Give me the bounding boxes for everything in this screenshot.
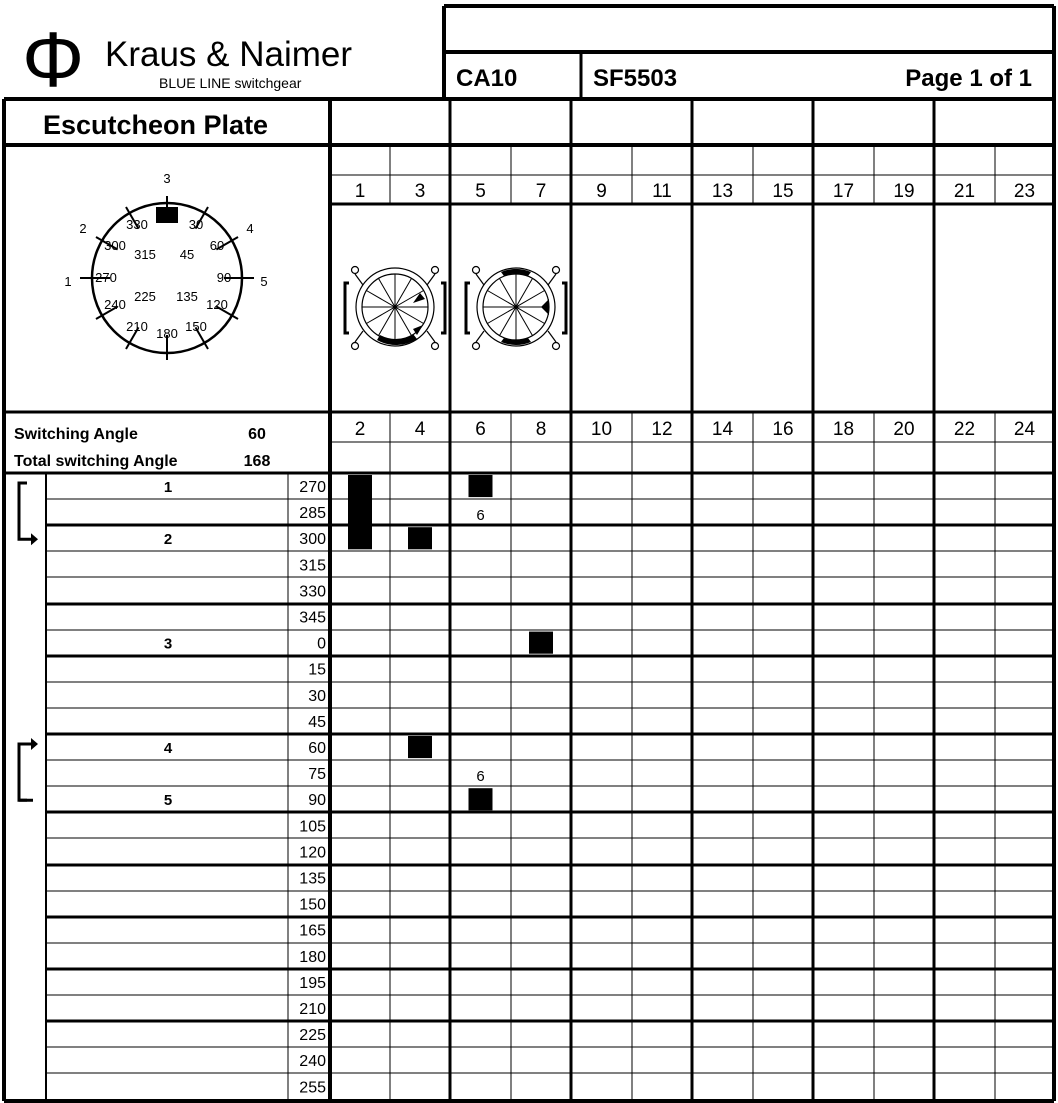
dial-angle-label: 315	[134, 247, 156, 262]
terminal-bottom-number: 2	[354, 419, 366, 440]
schematic-lead	[476, 274, 484, 285]
switch-code: SF5503	[593, 65, 678, 92]
terminal-top-number: 7	[535, 181, 547, 202]
row-angle-label: 315	[299, 557, 326, 575]
model-code: CA10	[456, 65, 518, 92]
row-angle-label: 150	[299, 896, 326, 914]
page-number: Page 1 of 1	[905, 65, 1032, 92]
schematic-terminal	[432, 267, 439, 274]
row-angle-label: 165	[299, 922, 326, 940]
dial-angle-label: 270	[95, 270, 117, 285]
stop-brackets	[19, 483, 38, 800]
terminal-top-number: 21	[953, 181, 976, 202]
switching-angle-label: Switching Angle	[14, 426, 138, 443]
stop-arrow-icon	[31, 533, 38, 545]
schematic-right-bracket	[562, 283, 566, 333]
row-angle-label: 285	[299, 505, 326, 523]
escutcheon-dial	[64, 171, 267, 360]
dial-position-number: 3	[163, 171, 171, 186]
schematic-left-bracket	[466, 283, 470, 333]
schematic-contact-segment	[413, 293, 425, 303]
row-angle-label: 15	[308, 661, 326, 679]
row-angle-label: 210	[299, 1001, 326, 1018]
contact-closed-block	[408, 527, 432, 549]
terminal-top-number: 13	[711, 181, 734, 202]
schematic-lead	[355, 274, 363, 285]
grid-lines	[4, 6, 1054, 1101]
dial-angle-label: 45	[179, 247, 195, 262]
schematic-terminal	[553, 343, 560, 350]
total-switching-angle-label: Total switching Angle	[14, 453, 178, 470]
switching-angle-value: 60	[248, 426, 266, 443]
schematic-lead	[548, 331, 556, 342]
schematic-lead	[427, 274, 435, 285]
schematic-lead	[548, 274, 556, 285]
dial-angle-label: 135	[176, 289, 198, 304]
contact-closed-block	[408, 736, 432, 758]
dial-angle-label: 0	[163, 208, 171, 223]
contact-schematic	[345, 267, 445, 350]
row-angle-label: 0	[317, 635, 326, 653]
contact-note: 6	[476, 768, 485, 786]
row-angle-label: 270	[299, 479, 326, 496]
row-position-label: 3	[163, 635, 173, 653]
terminal-bottom-number: 22	[953, 419, 976, 440]
row-angle-label: 300	[299, 531, 326, 549]
dial-angle-label: 225	[134, 289, 156, 304]
terminal-bottom-number: 18	[832, 419, 855, 440]
contact-closed-block	[469, 475, 493, 497]
row-angle-label: 60	[308, 740, 326, 757]
total-switching-angle-value: 168	[243, 453, 271, 470]
contact-closed-block	[529, 632, 553, 654]
row-position-label: 4	[163, 740, 173, 757]
schematic-lead	[427, 331, 435, 342]
dial-position-number: 2	[79, 221, 87, 236]
contact-note: 6	[476, 507, 485, 525]
dial-angle-label: 120	[206, 297, 228, 312]
schematic-lead	[476, 331, 484, 342]
section-title: Escutcheon Plate	[43, 110, 269, 140]
schematic-terminal	[352, 267, 359, 274]
logo-symbol: Φ	[22, 15, 85, 103]
terminal-top-number: 9	[596, 181, 607, 202]
row-angle-label: 195	[299, 974, 326, 992]
stop-bracket	[19, 483, 33, 539]
row-angle-label: 105	[299, 818, 326, 836]
row-angle-label: 180	[299, 948, 326, 966]
terminal-bottom-number: 24	[1013, 419, 1036, 440]
row-position-label: 2	[163, 531, 173, 549]
contact-schematics	[345, 267, 566, 350]
terminal-bottom-number: 20	[893, 419, 915, 440]
terminal-bottom-number: 6	[475, 419, 486, 440]
schematic-contact-segment	[541, 299, 549, 315]
dial-position-number: 5	[260, 274, 268, 289]
dial-angle-label: 330	[126, 217, 148, 232]
dial-position-number: 4	[246, 221, 254, 236]
position-rows	[46, 473, 1054, 1101]
terminal-top-number: 23	[1013, 181, 1036, 202]
dial-position-number: 1	[64, 274, 72, 289]
row-angle-label: 120	[299, 844, 326, 862]
schematic-terminal	[473, 267, 480, 274]
row-angle-label: 240	[299, 1053, 326, 1071]
terminal-bottom-number: 12	[651, 419, 673, 440]
row-position-label: 1	[163, 479, 173, 496]
dial-angle-label: 30	[188, 217, 204, 232]
row-angle-label: 45	[308, 713, 326, 731]
row-angle-label: 135	[299, 870, 326, 888]
dial-angle-label: 60	[209, 238, 225, 253]
brand-logo	[22, 15, 352, 103]
schematic-left-bracket	[345, 283, 349, 333]
schematic-terminal	[473, 343, 480, 350]
terminal-top-number: 19	[893, 181, 915, 202]
schematic-contact-segment	[377, 334, 417, 345]
dial-angle-label: 210	[126, 319, 148, 334]
terminal-top-number: 3	[414, 181, 426, 202]
terminal-bottom-number: 4	[414, 419, 426, 440]
dial-angle-label: 180	[156, 326, 178, 341]
schematic-terminal	[553, 267, 560, 274]
terminal-top-number: 11	[652, 181, 672, 202]
stop-bracket	[19, 744, 33, 800]
terminal-top-number: 1	[354, 181, 366, 202]
row-angle-label: 345	[299, 609, 326, 627]
brand-subtitle: BLUE LINE switchgear	[159, 75, 302, 91]
row-angle-label: 225	[299, 1027, 326, 1045]
dial-angle-label: 150	[185, 319, 207, 334]
row-angle-label: 30	[308, 687, 326, 705]
terminal-bottom-number: 8	[535, 419, 547, 440]
terminal-bottom-number: 16	[772, 419, 794, 440]
contact-closed-block	[469, 788, 493, 810]
row-position-label: 5	[163, 792, 173, 810]
stop-arrow-icon	[31, 738, 38, 750]
contact-schematic	[466, 267, 566, 350]
contact-closed-block	[348, 475, 372, 549]
terminal-top-number: 17	[832, 181, 855, 202]
row-angle-label: 90	[308, 792, 326, 810]
brand-name: Kraus & Naimer	[105, 35, 353, 74]
row-angle-label: 330	[299, 583, 326, 601]
row-angle-label: 75	[308, 766, 326, 784]
dial-angle-label: 240	[104, 297, 126, 312]
terminal-top-number: 15	[772, 181, 794, 202]
terminal-top-number: 5	[475, 181, 486, 202]
schematic-right-bracket	[441, 283, 445, 333]
terminal-bottom-number: 14	[711, 419, 734, 440]
terminal-bottom-number: 10	[590, 419, 613, 440]
schematic-terminal	[352, 343, 359, 350]
dial-angle-label: 90	[216, 270, 232, 285]
dial-angle-label: 300	[104, 238, 126, 253]
row-angle-label: 255	[299, 1079, 326, 1097]
schematic-lead	[355, 331, 363, 342]
schematic-terminal	[432, 343, 439, 350]
